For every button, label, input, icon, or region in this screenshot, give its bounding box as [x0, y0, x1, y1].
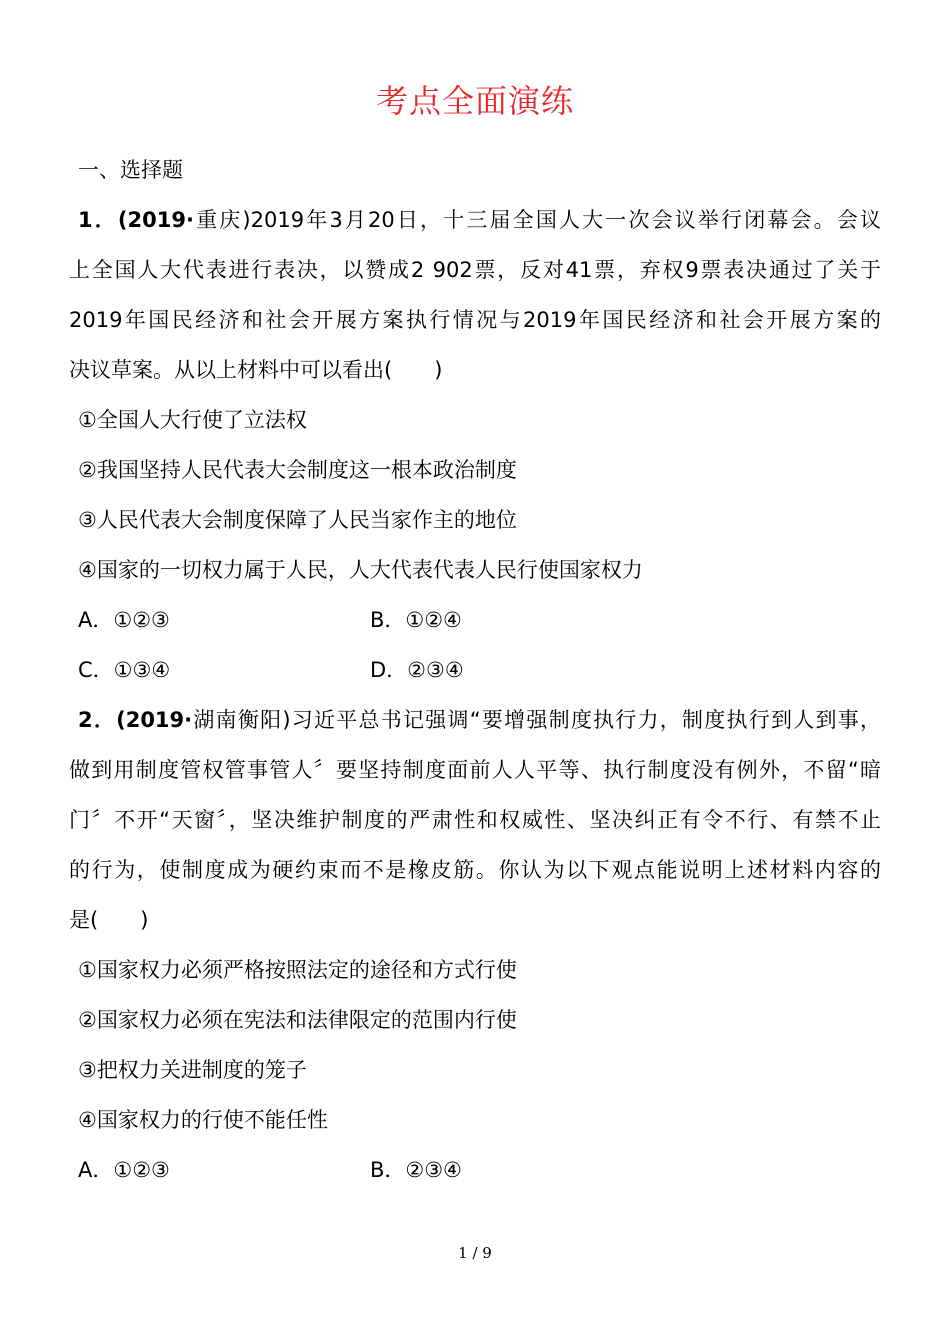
question-1-source-year: (2019· — [117, 208, 194, 232]
question-2-item-3: ③把权力关进制度的笼子 — [78, 1058, 307, 1082]
question-2-line-1 — [78, 705, 881, 735]
question-2-number: 2． — [78, 708, 117, 732]
question-1-item-2: ②我国坚持人民代表大会制度这一根本政治制度 — [78, 458, 517, 482]
question-1-text: 2019年3月20日，十三届全国人大一次会议举行闭幕会。会议 — [250, 208, 881, 232]
question-1-option-c: C．①③④ — [78, 658, 171, 682]
question-2-line-2: 做到用制度管权管事管人〞要坚持制度面前人人平等、执行制度没有例外，不留“暗 — [69, 758, 881, 782]
question-2-source-place: 湖南衡阳) — [192, 708, 291, 732]
question-2-option-a: A．①②③ — [78, 1158, 170, 1182]
section-heading: 一、选择题 — [78, 158, 183, 182]
question-1-line-1 — [78, 205, 881, 235]
question-2-line-4: 的行为，使制度成为硬约束而不是橡皮筋。你认为以下观点能说明上述材料内容的 — [69, 858, 881, 882]
question-1-item-1: ①全国人大行使了立法权 — [78, 408, 307, 432]
page-title: 考点全面演练 — [375, 82, 574, 120]
question-2-item-1: ①国家权力必须严格按照法定的途径和方式行使 — [78, 958, 517, 982]
question-1-line-3: 2019年国民经济和社会开展方案执行情况与2019年国民经济和社会开展方案的 — [69, 308, 881, 332]
question-1-item-3: ③人民代表大会制度保障了人民当家作主的地位 — [78, 508, 517, 532]
question-1-source-place: 重庆) — [193, 208, 251, 232]
question-1-item-4: ④国家的一切权力属于人民，人大代表代表人民行使国家权力 — [78, 558, 643, 582]
question-2-line-3: 门〞不开“天窗〞，坚决维护制度的严肃性和权威性、坚决纠正有令不行、有禁不止 — [69, 808, 881, 832]
question-2-line-5: 是( ) — [69, 908, 149, 932]
question-1-option-b: B．①②④ — [370, 608, 462, 632]
question-2-source-year: (2019· — [116, 708, 193, 732]
page-number: 1 / 9 — [458, 1244, 492, 1262]
question-1-number: 1． — [78, 208, 118, 232]
question-2-option-b: B．②③④ — [370, 1158, 462, 1182]
question-1-option-a: A．①②③ — [78, 608, 170, 632]
question-1-option-d: D．②③④ — [370, 658, 464, 682]
question-2-item-2: ②国家权力必须在宪法和法律限定的范围内行使 — [78, 1008, 517, 1032]
question-1-line-4: 决议草案。从以上材料中可以看出( ) — [69, 358, 443, 382]
question-2-item-4: ④国家权力的行使不能任性 — [78, 1108, 328, 1132]
question-2-text: 习近平总书记强调“要增强制度执行力，制度执行到人到事， — [290, 708, 881, 732]
question-1-line-2: 上全国人大代表进行表决，以赞成2 902票，反对41票，弃权9票表决通过了关于 — [69, 258, 881, 282]
